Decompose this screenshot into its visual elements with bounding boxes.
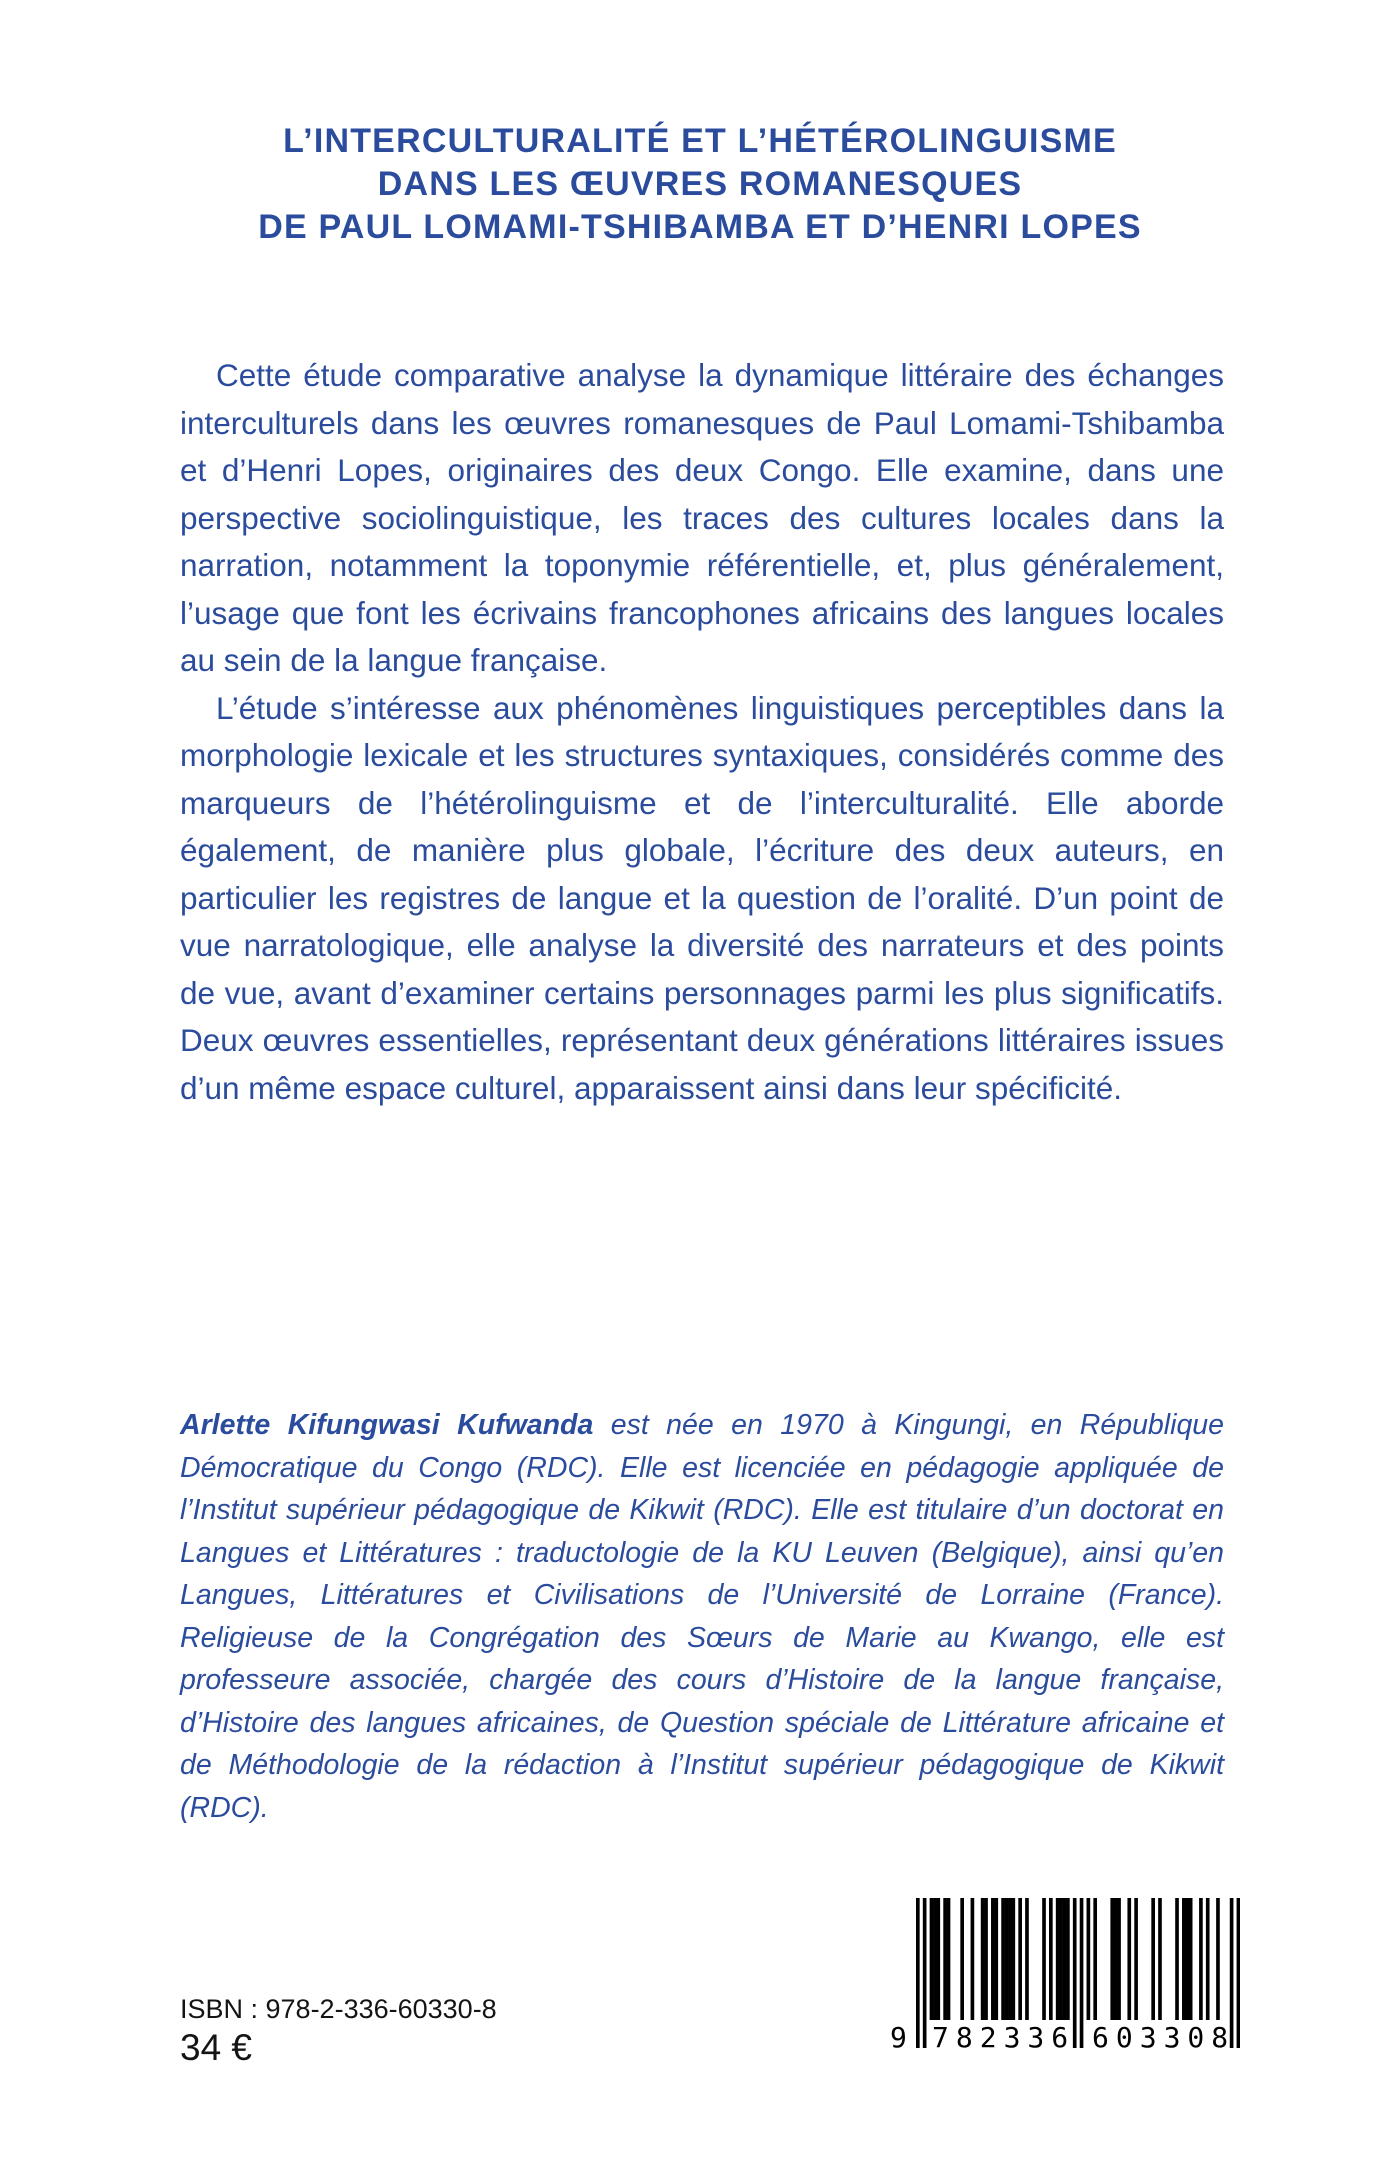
barcode-left-digits: 782336 <box>932 2021 1076 2054</box>
synopsis-paragraph-2: L’étude s’intéresse aux phénomènes linguistiques perceptibles dans la morphologie lexicale et les structures syntaxiques, considérés comme des marqueurs de l’hétérolinguisme et de l’interculturalité. Elle aborde également, de manière plus globale, l’écriture des deux auteurs, en particulier les registres de langue et la question de l’oralité. D’un point de vue narratologique, elle analyse la diversité des narrateurs et des points de vue, avant d’examiner certains personnages parmi les plus significatifs. Deux œuvres essentielles, représentant deux générations littéraires issues d’un même espace culturel, apparaissent ainsi dans leur spécificité. <box>180 689 1224 1106</box>
barcode-right-digits: 603308 <box>1092 2021 1236 2054</box>
author-bio-text: est née en 1970 à Kingungi, en République Démocratique du Congo (RDC). Elle est licenciée en pédagogie appliquée de l’Institut supérieur pédagogique de Kikwit (RDC). Elle est titulaire d’un doctorat en Langues et Littératures : traductologie de la KU Leuven (Belgique), ainsi qu’en Langues, Littératures et Civilisations de l’Université de Lorraine (France). Religieuse de la Congrégation des Sœurs de Marie au Kwango, elle est professeure associée, chargée des cours d’Histoire de la langue française, d’Histoire des langues africaines, de Question spéciale de Littérature africaine et de Méthodologie de la rédaction à l’Institut supérieur pédagogique de Kikwit (RDC). <box>180 1409 1224 1824</box>
book-title <box>0 120 1400 249</box>
barcode-first-digit: 9 <box>890 2021 907 2054</box>
ean13-barcode <box>890 1898 1240 2058</box>
isbn-text: ISBN : 978-2-336-60330-8 <box>180 1994 497 2024</box>
price-text: 34 € <box>180 2027 253 2068</box>
book-title-line-3: DE PAUL LOMAMI-TSHIBAMBA ET D’HENRI LOPES <box>258 208 1142 246</box>
author-bio <box>180 1404 1224 1829</box>
synopsis-block <box>180 352 1224 1112</box>
synopsis-paragraph-1: Cette étude comparative analyse la dynamique littéraire des échanges interculturels dans les œuvres romanesques de Paul Lomami-Tshibamba et d’Henri Lopes, originaires des deux Congo. Elle examine, dans une perspective sociolinguistique, les traces des cultures locales dans la narration, notamment la toponymie référentielle, et, plus généralement, l’usage que font les écrivains francophones africains des langues locales au sein de la langue française. <box>180 357 1224 678</box>
author-name: Arlette Kifungwasi Kufwanda <box>180 1409 594 1441</box>
book-title-line-2: DANS LES ŒUVRES ROMANESQUES <box>377 165 1023 203</box>
book-title-line-1: L’INTERCULTURALITÉ ET L’HÉTÉROLINGUISME <box>283 122 1117 160</box>
